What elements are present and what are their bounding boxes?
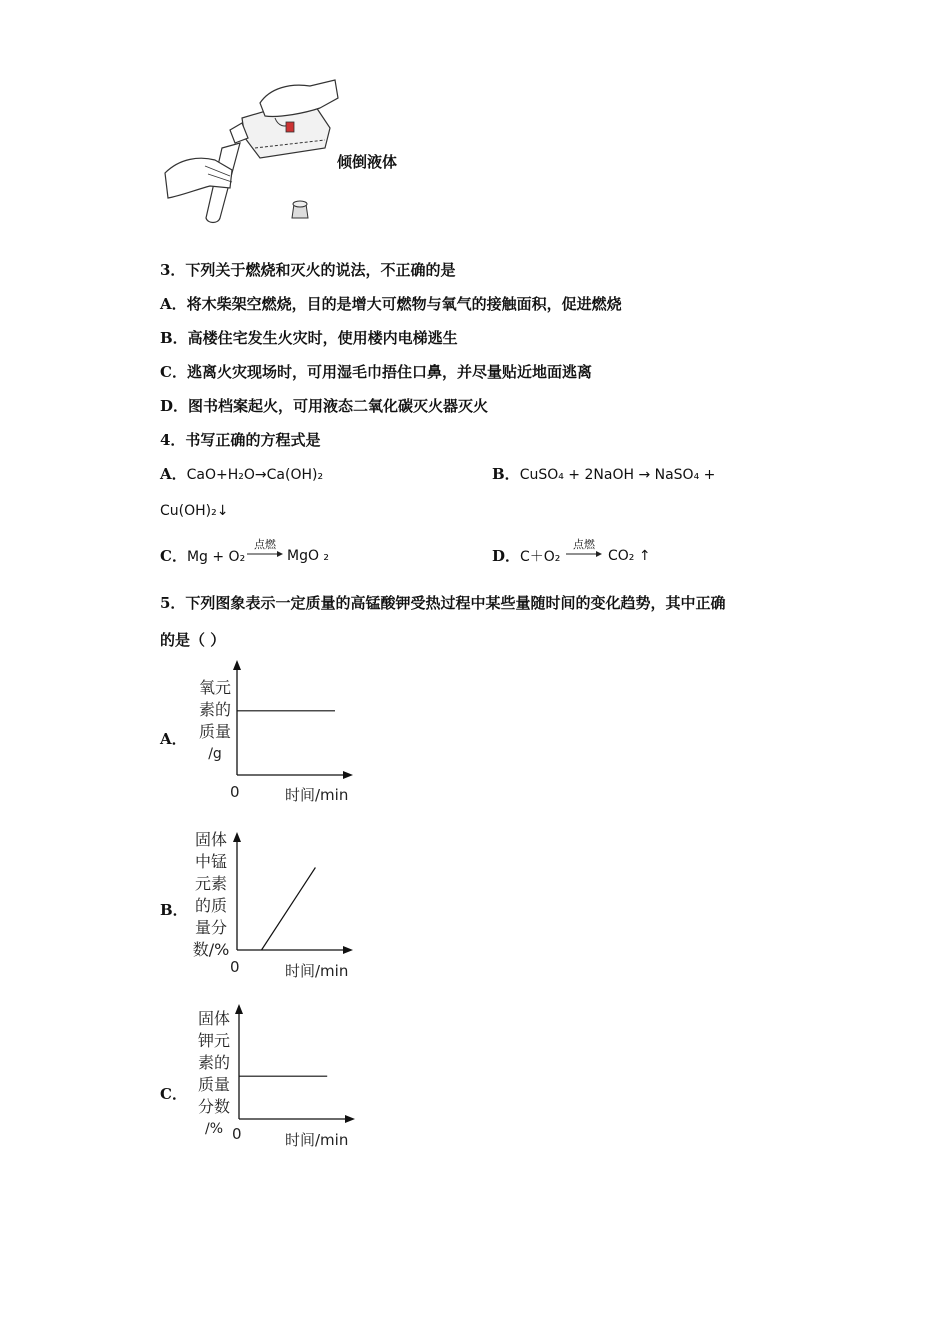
q4-option-b-equation: CuSO₄ + 2NaOH → NaSO₄ + xyxy=(519,467,716,483)
q3-stem: 3．下列关于燃烧和灭火的说法，不正确的是 xyxy=(160,261,456,279)
q5-chart-c-ylabel-line: 固体 xyxy=(197,1009,230,1028)
series-line-B xyxy=(262,868,316,951)
q4-option-b xyxy=(492,464,715,485)
q3-option-c: C．逃离火灾现场时，可用湿毛巾捂住口鼻，并尽量贴近地面逃离 xyxy=(160,363,592,381)
q5-chart-c-ylabel-line: 质量 xyxy=(197,1075,230,1094)
q5-chart-a xyxy=(228,660,353,785)
q3-option-d: D．图书档案起火，可用液态二氧化碳灭火器灭火 xyxy=(160,397,489,415)
q5-chart-c-ylabel-line: 素的 xyxy=(197,1053,230,1072)
q5-chart-a-ylabel-line: 氧元 xyxy=(198,678,231,697)
q5-chart-b-ylabel-line: 固体 xyxy=(194,830,227,849)
q5-chart-b-ylabel xyxy=(191,829,231,961)
q5-chart-b-origin: 0 xyxy=(230,958,240,976)
q5-chart-a-label: A． xyxy=(160,730,187,748)
q4-option-c-right: MgO ₂ xyxy=(287,548,330,564)
q4-option-d xyxy=(492,546,560,567)
q4-option-c-label: C． xyxy=(160,547,187,565)
q4-option-b-continuation: Cu(OH)₂↓ xyxy=(160,503,229,519)
q5-stem-line1: 5．下列图象表示一定质量的高锰酸钾受热过程中某些量随时间的变化趋势，其中正确 xyxy=(160,594,726,612)
q5-chart-b xyxy=(228,832,353,960)
q4-option-a-equation: CaO+H₂O→Ca(OH)₂ xyxy=(186,467,324,483)
x-axis-arrow xyxy=(345,1115,355,1123)
q3-option-b: B．高楼住宅发生火灾时，使用楼内电梯逃生 xyxy=(160,329,458,347)
q4-option-d-arrow xyxy=(566,550,604,558)
q5-stem-line2: 的是（ ） xyxy=(160,631,226,649)
q4-option-c-condition: 点燃 xyxy=(254,538,276,551)
q5-chart-c-ylabel-line: 分数 xyxy=(197,1097,230,1116)
q4-option-a xyxy=(160,464,323,485)
q4-option-d-left: C＋O₂ xyxy=(520,549,561,565)
q5-chart-b-label: B． xyxy=(160,901,188,919)
q5-chart-a-ylabel-line: 质量 xyxy=(198,722,231,741)
q5-chart-b-ylabel-line: 中锰 xyxy=(194,852,227,871)
q5-chart-c-xlabel: 时间/min xyxy=(285,1131,349,1149)
q4-option-d-right: CO₂ ↑ xyxy=(608,548,651,564)
q5-chart-c-label: C． xyxy=(160,1085,187,1103)
q5-chart-c-ylabel-line: /% xyxy=(204,1121,224,1137)
q3-option-a: A．将木柴架空燃烧，目的是增大可燃物与氧气的接触面积，促进燃烧 xyxy=(160,295,622,313)
q4-option-c-arrow xyxy=(247,550,285,558)
pouring-liquid-illustration xyxy=(160,78,340,228)
q4-option-c-left: Mg + O₂ xyxy=(186,549,246,565)
q5-chart-a-xlabel: 时间/min xyxy=(285,786,349,804)
q4-stem: 4．书写正确的方程式是 xyxy=(160,431,321,449)
q5-chart-b-ylabel-line: 的质 xyxy=(194,896,227,915)
q5-chart-c xyxy=(230,1004,355,1129)
figure-caption: 倾倒液体 xyxy=(337,153,398,171)
q5-chart-a-ylabel-line: /g xyxy=(208,746,222,762)
q4-option-d-condition: 点燃 xyxy=(573,538,595,551)
q5-chart-a-origin: 0 xyxy=(230,783,240,801)
q4-option-d-label: D． xyxy=(492,547,521,565)
q5-chart-c-origin: 0 xyxy=(232,1125,242,1143)
q5-chart-b-ylabel-line: 数/% xyxy=(192,940,230,959)
q5-chart-b-xlabel: 时间/min xyxy=(285,962,349,980)
q4-option-b-label: B． xyxy=(492,465,520,483)
x-axis-arrow xyxy=(343,946,353,954)
q4-option-c xyxy=(160,546,245,567)
q5-chart-a-ylabel-line: 素的 xyxy=(198,700,231,719)
q5-chart-c-ylabel-line: 钾元 xyxy=(197,1031,230,1050)
q4-option-a-label: A． xyxy=(160,465,187,483)
q5-chart-c-ylabel xyxy=(194,1008,234,1140)
x-axis-arrow xyxy=(343,771,353,779)
q5-chart-b-ylabel-line: 元素 xyxy=(194,874,227,893)
y-axis-arrow xyxy=(233,660,241,670)
y-axis-arrow xyxy=(233,832,241,842)
q5-chart-b-ylabel-line: 量分 xyxy=(194,918,227,937)
y-axis-arrow xyxy=(235,1004,243,1014)
